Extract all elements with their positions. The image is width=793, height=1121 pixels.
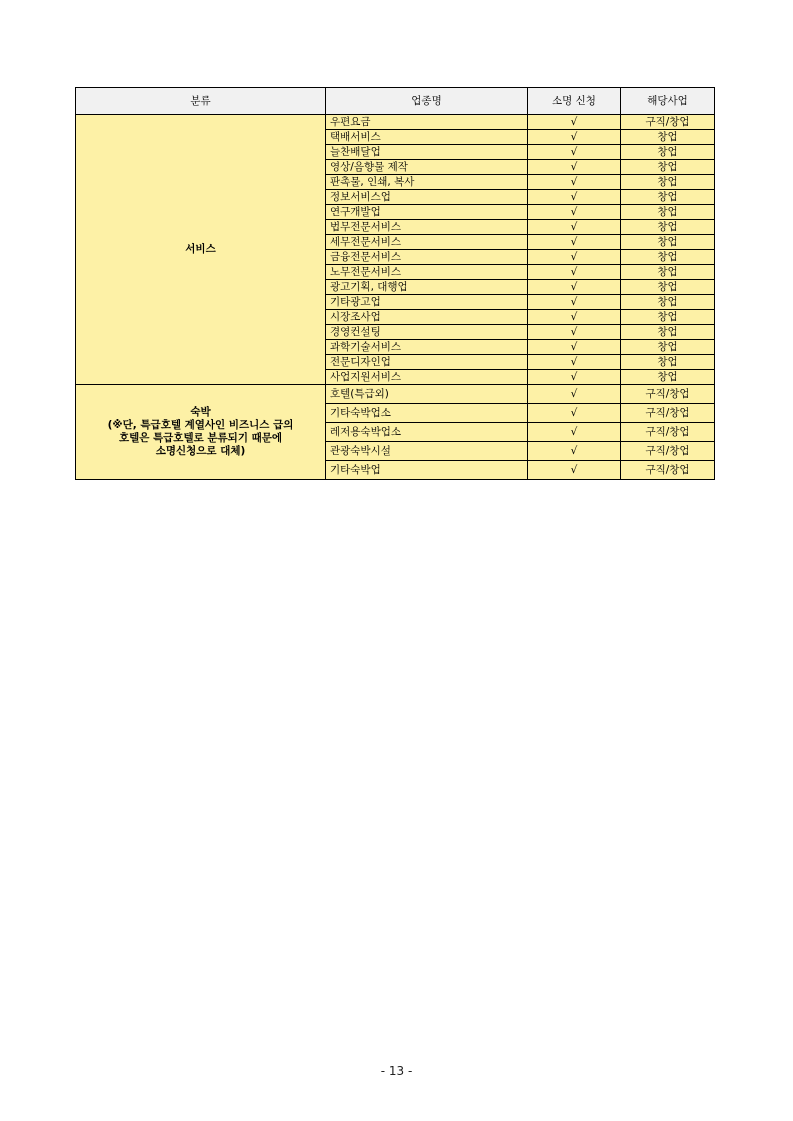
category-line: 호텔은 특급호텔로 분류되기 때문에 (118, 432, 283, 444)
business-cell: 창업 (621, 325, 715, 340)
business-cell: 창업 (621, 370, 715, 385)
category-cell (76, 385, 326, 480)
page-number: - 13 - (380, 1064, 413, 1078)
category-line: 서비스 (185, 243, 216, 255)
appeal-mark-cell: √ (528, 175, 621, 190)
business-cell: 창업 (621, 280, 715, 295)
business-cell: 창업 (621, 190, 715, 205)
business-cell: 창업 (621, 175, 715, 190)
table-row (76, 385, 715, 404)
business-cell: 구직/창업 (621, 442, 715, 461)
industry-name-cell: 세무전문서비스 (326, 235, 528, 250)
industry-name-cell: 법무전문서비스 (326, 220, 528, 235)
business-cell: 창업 (621, 355, 715, 370)
appeal-mark-cell: √ (528, 310, 621, 325)
industry-name-cell: 기타숙박업 (326, 461, 528, 480)
industry-table (75, 87, 715, 480)
business-cell: 창업 (621, 220, 715, 235)
business-cell: 구직/창업 (621, 385, 715, 404)
industry-name-cell: 경영컨설팅 (326, 325, 528, 340)
appeal-mark-cell: √ (528, 325, 621, 340)
appeal-mark-cell: √ (528, 220, 621, 235)
business-cell: 구직/창업 (621, 423, 715, 442)
business-cell: 창업 (621, 145, 715, 160)
business-cell: 창업 (621, 250, 715, 265)
appeal-mark-cell: √ (528, 235, 621, 250)
industry-name-cell: 과학기술서비스 (326, 340, 528, 355)
business-cell: 창업 (621, 205, 715, 220)
industry-name-cell: 금융전문서비스 (326, 250, 528, 265)
appeal-mark-cell: √ (528, 442, 621, 461)
appeal-mark-cell: √ (528, 423, 621, 442)
appeal-mark-cell: √ (528, 461, 621, 480)
industry-name-cell: 택배서비스 (326, 130, 528, 145)
appeal-mark-cell: √ (528, 280, 621, 295)
appeal-mark-cell: √ (528, 295, 621, 310)
industry-name-cell: 기타광고업 (326, 295, 528, 310)
industry-name-cell: 판촉물, 인쇄, 복사 (326, 175, 528, 190)
header-appeal-request: 소명 신청 (528, 88, 621, 115)
industry-name-cell: 호텔(특급외) (326, 385, 528, 404)
appeal-mark-cell: √ (528, 115, 621, 130)
business-cell: 창업 (621, 160, 715, 175)
appeal-mark-cell: √ (528, 145, 621, 160)
business-cell: 구직/창업 (621, 461, 715, 480)
category-line: 소명신청으로 대체) (155, 445, 246, 457)
category-line: (※단, 특급호텔 계열사인 비즈니스 급의 (107, 419, 294, 431)
business-cell: 창업 (621, 235, 715, 250)
appeal-mark-cell: √ (528, 160, 621, 175)
header-applicable-business: 해당사업 (621, 88, 715, 115)
business-cell: 창업 (621, 130, 715, 145)
industry-name-cell: 사업지원서비스 (326, 370, 528, 385)
category-cell (76, 115, 326, 385)
industry-name-cell: 노무전문서비스 (326, 265, 528, 280)
appeal-mark-cell: √ (528, 355, 621, 370)
industry-name-cell: 광고기획, 대행업 (326, 280, 528, 295)
business-cell: 창업 (621, 265, 715, 280)
header-row (76, 88, 715, 115)
industry-name-cell: 레저용숙박업소 (326, 423, 528, 442)
header-category: 분류 (76, 88, 326, 115)
business-cell: 구직/창업 (621, 115, 715, 130)
appeal-mark-cell: √ (528, 265, 621, 280)
industry-name-cell: 시장조사업 (326, 310, 528, 325)
appeal-mark-cell: √ (528, 130, 621, 145)
business-cell: 창업 (621, 295, 715, 310)
industry-name-cell: 전문디자인업 (326, 355, 528, 370)
industry-name-cell: 우편요금 (326, 115, 528, 130)
appeal-mark-cell: √ (528, 250, 621, 265)
business-cell: 창업 (621, 340, 715, 355)
business-cell: 창업 (621, 310, 715, 325)
category-line: 숙박 (190, 406, 211, 418)
appeal-mark-cell: √ (528, 205, 621, 220)
industry-name-cell: 늘찬배달업 (326, 145, 528, 160)
appeal-mark-cell: √ (528, 385, 621, 404)
business-cell: 구직/창업 (621, 404, 715, 423)
industry-name-cell: 영상/음향물 제작 (326, 160, 528, 175)
industry-name-cell: 기타숙박업소 (326, 404, 528, 423)
industry-name-cell: 연구개발업 (326, 205, 528, 220)
industry-name-cell: 관광숙박시설 (326, 442, 528, 461)
appeal-mark-cell: √ (528, 404, 621, 423)
appeal-mark-cell: √ (528, 370, 621, 385)
header-industry-name: 업종명 (326, 88, 528, 115)
table-body (76, 115, 715, 480)
appeal-mark-cell: √ (528, 190, 621, 205)
table-row (76, 115, 715, 130)
appeal-mark-cell: √ (528, 340, 621, 355)
industry-name-cell: 정보서비스업 (326, 190, 528, 205)
